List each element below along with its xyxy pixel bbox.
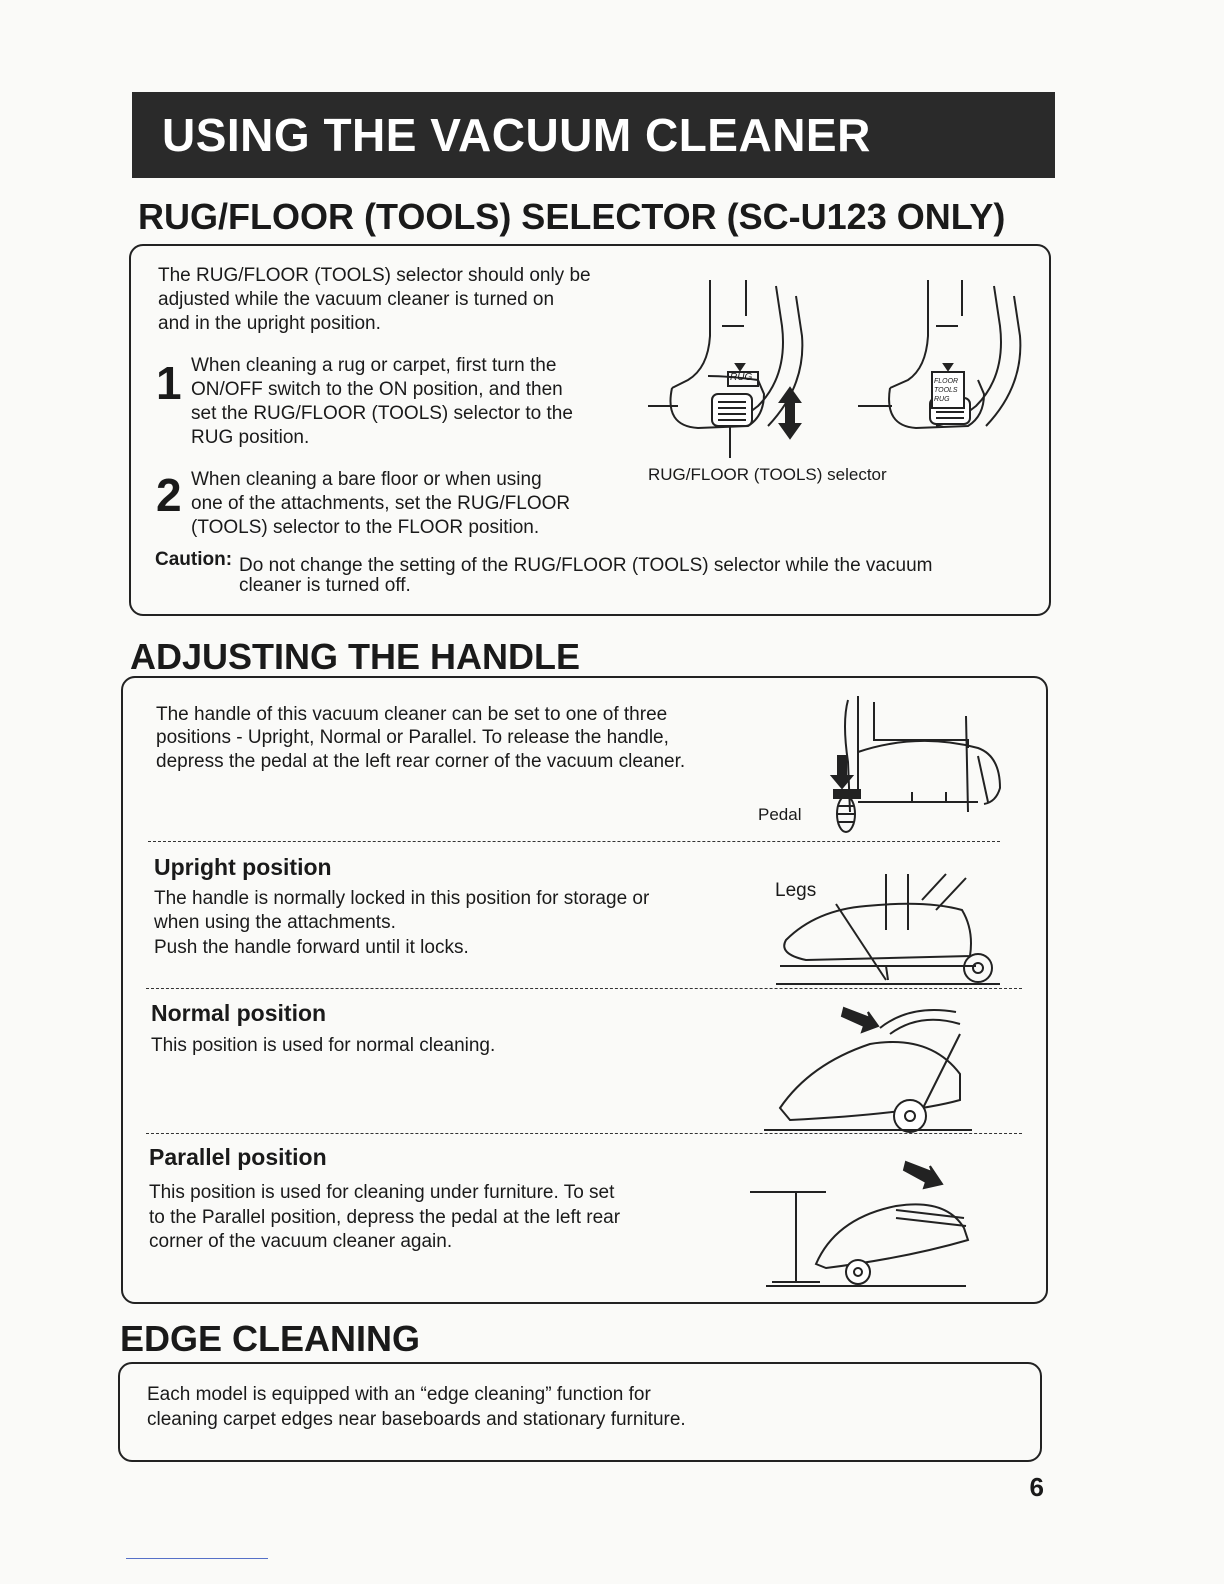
- handle-intro-1: The handle of this vacuum cleaner can be set to one of three: [156, 704, 668, 725]
- footer-line: [126, 1558, 268, 1559]
- edge-line-1: Each model is equipped with an “edge cleaning” function for: [147, 1384, 651, 1405]
- selector-floor-illustration: [858, 276, 1038, 446]
- step-1-line-1: When cleaning a rug or carpet, first turn the: [191, 355, 557, 376]
- parallel-line-3: corner of the vacuum cleaner again.: [149, 1231, 453, 1252]
- step-1-line-2: ON/OFF switch to the ON position, and then: [191, 379, 563, 400]
- step-2-line-2: one of the attachments, set the RUG/FLOOR: [191, 493, 571, 514]
- caution-label: Caution:: [155, 549, 233, 570]
- selector-rug-illustration: [648, 276, 828, 446]
- rug-floor-heading: RUG/FLOOR (TOOLS) SELECTOR (SC-U123 ONLY): [138, 196, 1006, 237]
- legs-label: Legs: [775, 880, 817, 901]
- step-2-line-3: (TOOLS) selector to the FLOOR position.: [191, 517, 540, 538]
- handle-heading: ADJUSTING THE HANDLE: [130, 636, 581, 677]
- divider: [146, 1133, 1022, 1134]
- rug-floor-intro-3: and in the upright position.: [158, 313, 381, 334]
- divider: [146, 988, 1022, 989]
- step-number-2: 2: [156, 469, 182, 521]
- caution-text-2: cleaner is turned off.: [239, 575, 411, 596]
- divider: [148, 841, 1000, 842]
- parallel-line-2: to the Parallel position, depress the pedal at the left rear: [149, 1207, 621, 1228]
- step-1-line-3: set the RUG/FLOOR (TOOLS) selector to the: [191, 403, 573, 424]
- caution-text-1: Do not change the setting of the RUG/FLOOR (TOOLS) selector while the vacuum: [239, 555, 933, 576]
- normal-title: Normal position: [151, 1000, 327, 1026]
- rug-floor-intro-2: adjusted while the vacuum cleaner is turned on: [158, 289, 555, 310]
- pedal-label: Pedal: [758, 805, 802, 824]
- parallel-line-1: This position is used for cleaning under furniture. To set: [149, 1182, 615, 1203]
- selector-label: RUG/FLOOR (TOOLS) selector: [648, 465, 887, 484]
- handle-intro-3: depress the pedal at the left rear corner of the vacuum cleaner.: [156, 751, 686, 772]
- parallel-illustration: [746, 1158, 976, 1290]
- floor-dial-label-1: FLOOR: [934, 378, 959, 385]
- title-banner: [132, 92, 1055, 178]
- normal-illustration: [760, 1004, 1000, 1136]
- handle-intro-2: positions - Upright, Normal or Parallel. To release the handle,: [156, 727, 669, 748]
- upright-title: Upright position: [154, 854, 332, 880]
- page-title: USING THE VACUUM CLEANER: [162, 109, 871, 161]
- pedal-illustration: [828, 692, 1008, 840]
- edge-line-2: cleaning carpet edges near baseboards and stationary furniture.: [147, 1409, 686, 1430]
- upright-line-1: The handle is normally locked in this position for storage or: [154, 888, 650, 909]
- parallel-title: Parallel position: [149, 1144, 327, 1170]
- rug-dial-label: RUG: [730, 372, 753, 383]
- edge-heading: EDGE CLEANING: [120, 1318, 421, 1359]
- step-2-line-1: When cleaning a bare floor or when using: [191, 469, 542, 490]
- normal-line-1: This position is used for normal cleaning.: [151, 1035, 496, 1056]
- upright-line-3: Push the handle forward until it locks.: [154, 937, 469, 958]
- rug-floor-intro-1: The RUG/FLOOR (TOOLS) selector should only be: [158, 265, 591, 286]
- upright-line-2: when using the attachments.: [154, 912, 396, 933]
- floor-dial-label-3: RUG: [934, 396, 950, 403]
- step-1-line-4: RUG position.: [191, 427, 310, 448]
- step-number-1: 1: [156, 357, 182, 409]
- floor-dial-label-2: TOOLS: [934, 387, 958, 394]
- page-number: 6: [1029, 1472, 1044, 1502]
